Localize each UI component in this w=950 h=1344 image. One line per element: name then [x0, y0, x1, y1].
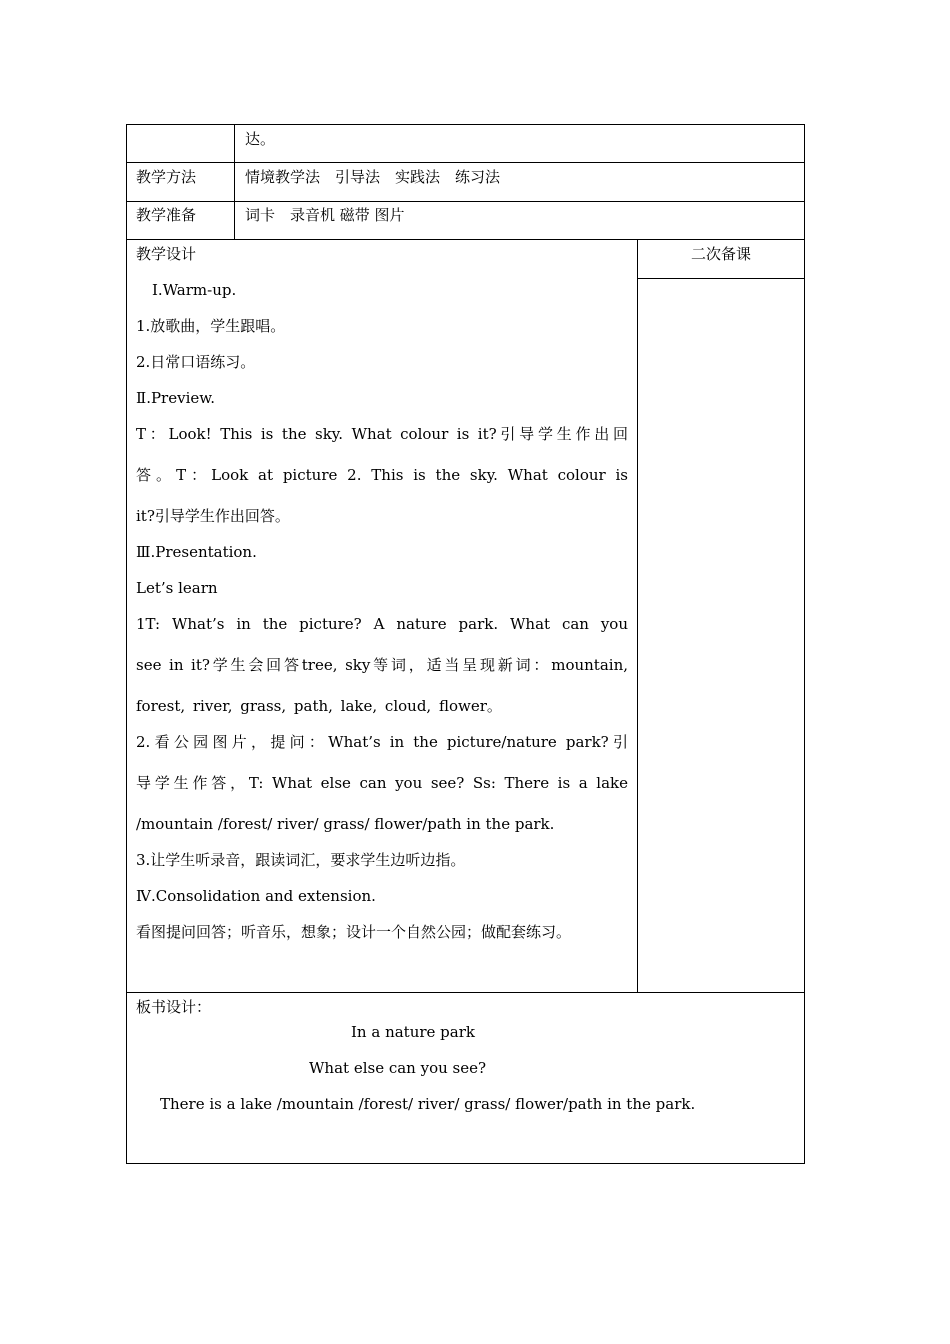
row1-content: 达。	[245, 130, 276, 148]
design-line: /mountain /forest/ river/ grass/ flower/path in the park.	[136, 815, 555, 833]
design-line: 1.放歌曲，学生跟唱。	[136, 317, 286, 335]
method-content: 情境教学法 引导法 实践法 练习法	[245, 168, 501, 186]
row-divider	[126, 201, 805, 202]
design-line: it?引导学生作出回答。	[136, 507, 290, 525]
design-line: 答。T：Look at picture 2. This is the sky. What colour is	[136, 466, 628, 484]
design-line: forest, river, grass, path, lake, cloud, flower。	[136, 697, 502, 715]
board-heading: 板书设计：	[136, 998, 212, 1016]
board-line-answer: There is a lake /mountain /forest/ river/ grass/ flower/path in the park.	[160, 1095, 696, 1113]
row-divider	[126, 239, 805, 240]
design-line: Let’s learn	[136, 579, 218, 597]
side-heading-divider	[637, 278, 805, 279]
board-line-title: In a nature park	[351, 1023, 475, 1041]
design-line: 导学生作答，T: What else can you see? Ss: There is a lake	[136, 774, 628, 792]
design-line: 2.日常口语练习。	[136, 353, 256, 371]
design-line: see in it?学生会回答tree, sky等词，适当呈现新词：mountain,	[136, 656, 628, 674]
prep-content: 词卡 录音机 磁带 图片	[245, 206, 405, 224]
board-divider	[126, 992, 805, 993]
label-column-divider	[234, 124, 235, 239]
prep-label: 教学准备	[136, 206, 197, 224]
design-line: Ⅳ.Consolidation and extension.	[136, 887, 376, 905]
method-label: 教学方法	[136, 168, 197, 186]
design-line: 1T: What’s in the picture? A nature park. What can you	[136, 615, 628, 633]
side-column-divider	[637, 239, 638, 993]
board-line-question: What else can you see?	[309, 1059, 487, 1077]
design-line: 3.让学生听录音，跟读词汇，要求学生边听边指。	[136, 851, 466, 869]
design-line: 看图提问回答；听音乐，想象；设计一个自然公园；做配套练习。	[136, 923, 572, 941]
side-heading: 二次备课	[690, 245, 751, 263]
design-line: 2.看公园图片，提问：What’s in the picture/nature park?引	[136, 733, 628, 751]
design-line: Ⅲ.Presentation.	[136, 543, 257, 561]
row-divider	[126, 162, 805, 163]
design-line: T：Look! This is the sky. What colour is it?引导学生作出回	[136, 425, 628, 443]
design-line: Ⅱ.Preview.	[136, 389, 216, 407]
design-line: Ⅰ.Warm-up.	[152, 281, 237, 299]
design-heading: 教学设计	[136, 245, 197, 263]
